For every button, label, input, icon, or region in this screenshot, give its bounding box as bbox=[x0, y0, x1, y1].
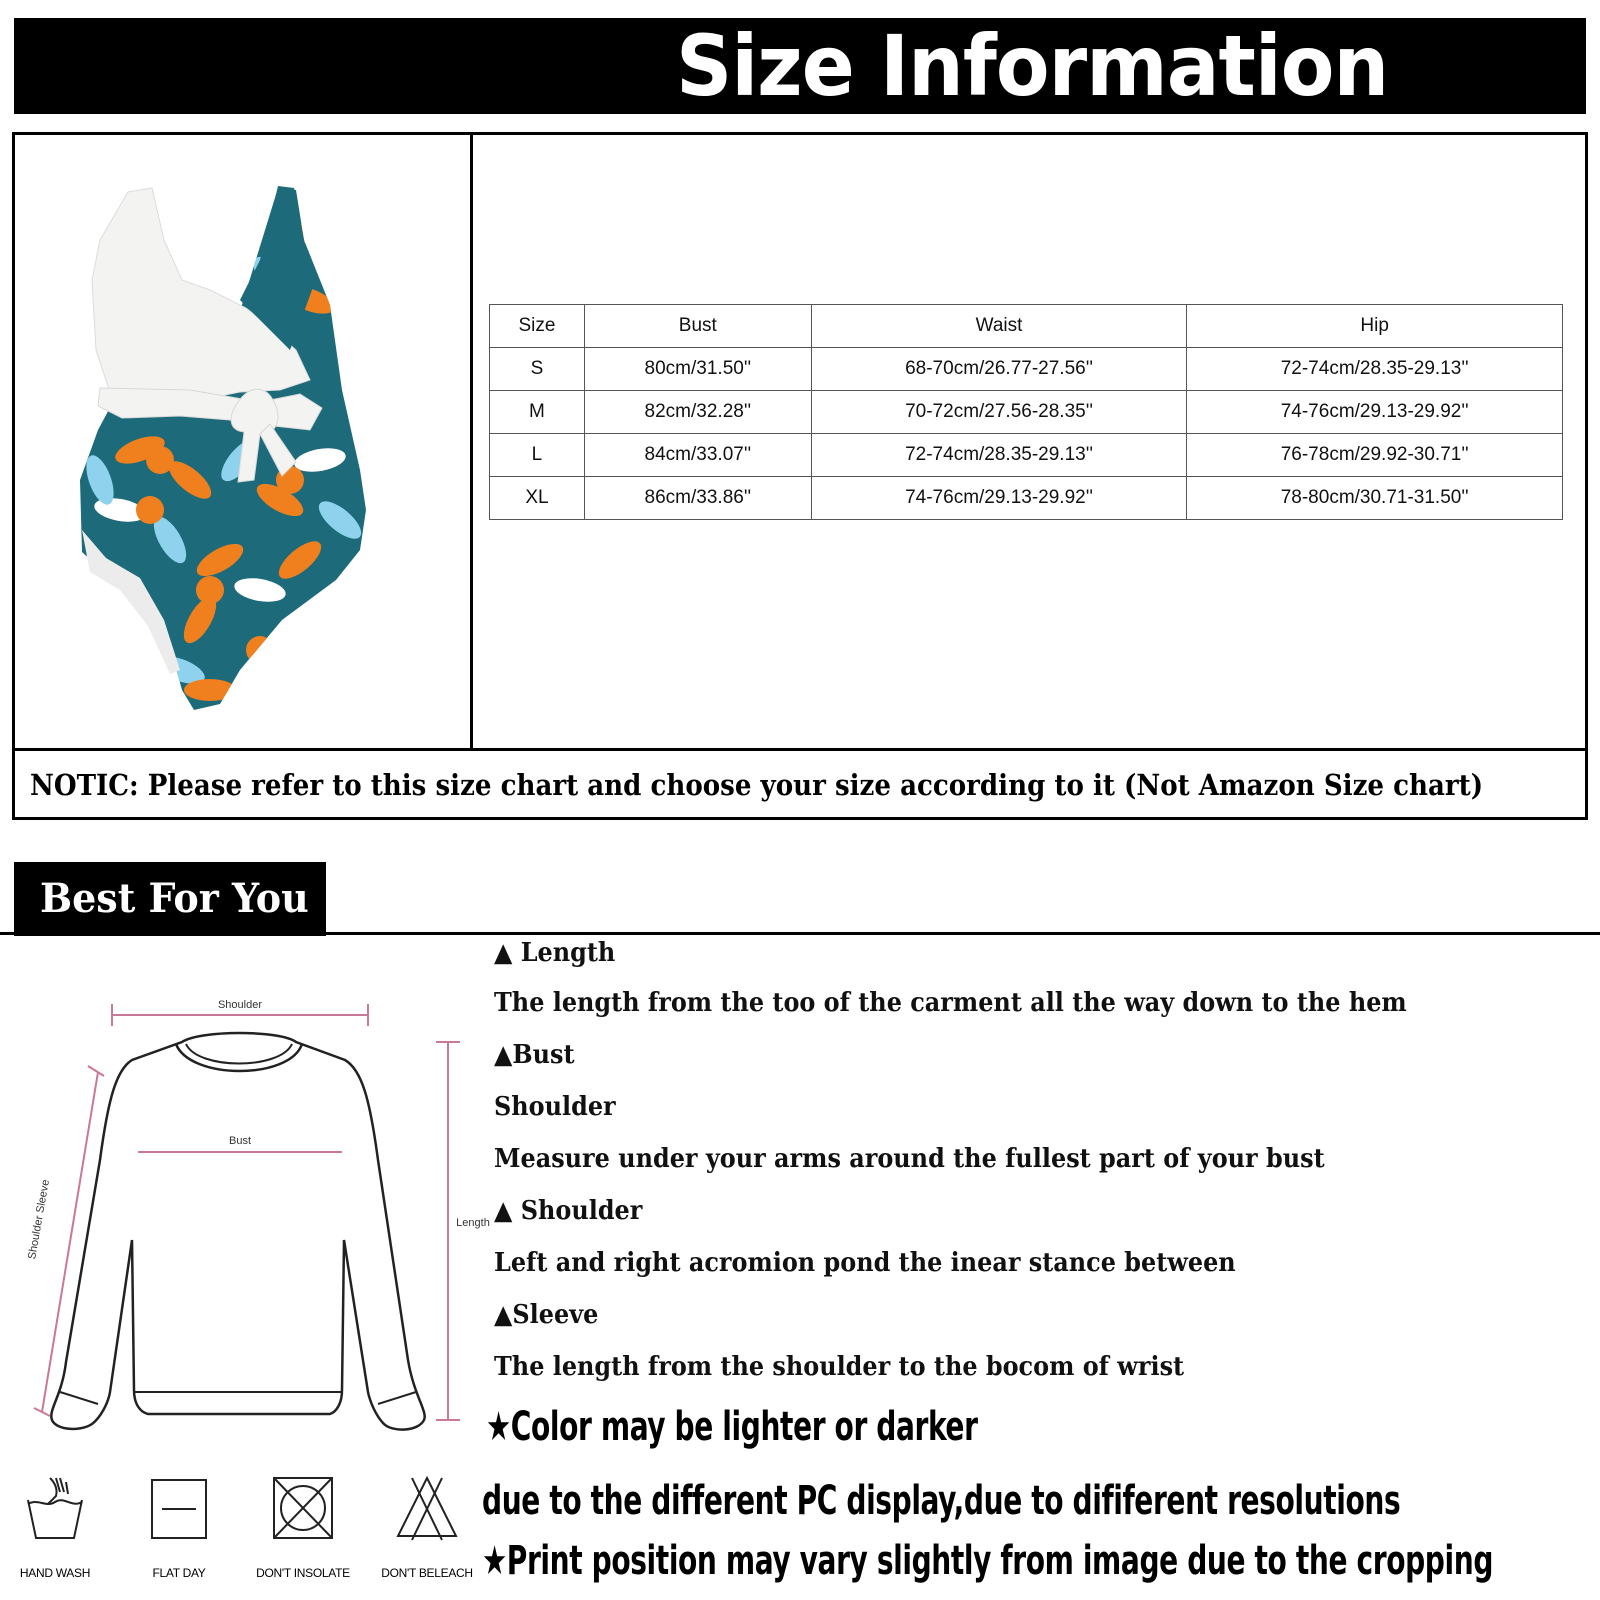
collar-line bbox=[176, 1044, 302, 1071]
sleeve-heading: ▲Sleeve bbox=[494, 1300, 599, 1330]
table-cell: 72-74cm/28.35-29.13'' bbox=[1187, 348, 1563, 391]
column-header: Hip bbox=[1187, 305, 1563, 348]
table-header-row bbox=[490, 305, 1563, 348]
table-cell: 74-76cm/29.13-29.92'' bbox=[811, 477, 1187, 520]
display-note: due to the different PC display,due to dififerent resolutions bbox=[482, 1478, 1401, 1524]
care-item bbox=[124, 1474, 234, 1580]
sleeve-description: The length from the shoulder to the bocom of wrist bbox=[494, 1352, 1185, 1382]
section-divider bbox=[0, 932, 1600, 935]
shoulder-label: Shoulder bbox=[217, 999, 263, 1011]
swimsuit-image bbox=[60, 180, 420, 720]
table-cell: 80cm/31.50'' bbox=[584, 348, 811, 391]
sweater-diagram bbox=[0, 980, 500, 1440]
hand-wash-icon bbox=[20, 1474, 90, 1544]
cuff-right bbox=[378, 1392, 416, 1404]
table-row bbox=[490, 391, 1563, 434]
section-title: Best For You bbox=[40, 875, 309, 922]
bust-description: Measure under your arms around the fullest part of your bust bbox=[494, 1144, 1325, 1174]
table-cell: 82cm/32.28'' bbox=[584, 391, 811, 434]
print-fruit bbox=[246, 636, 274, 664]
size-table bbox=[489, 304, 1563, 520]
print-note: ★Print position may vary slightly from image due to the cropping bbox=[482, 1538, 1494, 1584]
length-measure-line bbox=[436, 1042, 460, 1420]
bust-label: Bust bbox=[228, 1135, 252, 1147]
do-not-bleach-icon bbox=[392, 1474, 462, 1544]
print-fruit bbox=[196, 576, 224, 604]
length-label: Length bbox=[456, 1217, 490, 1229]
table-row bbox=[490, 477, 1563, 520]
table-cell: 84cm/33.07'' bbox=[584, 434, 811, 477]
column-header: Waist bbox=[811, 305, 1187, 348]
bust-subheading: Shoulder bbox=[494, 1092, 616, 1122]
column-header: Size bbox=[490, 305, 585, 348]
color-note: ★Color may be lighter or darker bbox=[486, 1404, 978, 1450]
length-description: The length from the too of the carment all the way down to the hem bbox=[494, 988, 1407, 1018]
care-label: DON'T BELEACH bbox=[381, 1566, 473, 1580]
table-cell: XL bbox=[490, 477, 585, 520]
print-fruit bbox=[136, 496, 164, 524]
cuff-left bbox=[60, 1392, 98, 1404]
care-label: DON'T INSOLATE bbox=[256, 1566, 350, 1580]
care-item bbox=[0, 1474, 110, 1580]
care-item bbox=[372, 1474, 482, 1580]
care-item bbox=[248, 1474, 358, 1580]
care-label: FLAT DAY bbox=[152, 1566, 206, 1580]
column-header: Bust bbox=[584, 305, 811, 348]
length-heading: ▲ Length bbox=[494, 938, 616, 968]
sweater-outline bbox=[51, 1033, 424, 1430]
table-cell: 76-78cm/29.92-30.71'' bbox=[1187, 434, 1563, 477]
bust-heading: ▲Bust bbox=[494, 1040, 575, 1070]
collar-inner bbox=[186, 1044, 292, 1064]
table-cell: 70-72cm/27.56-28.35'' bbox=[811, 391, 1187, 434]
table-cell: 72-74cm/28.35-29.13'' bbox=[811, 434, 1187, 477]
print-leaf bbox=[184, 679, 236, 701]
shoulder-description: Left and right acromion pond the inear stance between bbox=[494, 1248, 1236, 1278]
table-cell: L bbox=[490, 434, 585, 477]
print-fruit bbox=[146, 446, 174, 474]
sleeve-measure-line bbox=[34, 1066, 104, 1416]
table-cell: S bbox=[490, 348, 585, 391]
care-label: HAND WASH bbox=[19, 1566, 91, 1580]
sleeve-label: Shoulder Sleeve bbox=[26, 1178, 52, 1261]
table-cell: 68-70cm/26.77-27.56'' bbox=[811, 348, 1187, 391]
table-cell: 86cm/33.86'' bbox=[584, 477, 811, 520]
table-row bbox=[490, 348, 1563, 391]
table-row bbox=[490, 434, 1563, 477]
table-cell: M bbox=[490, 391, 585, 434]
panel-divider bbox=[470, 132, 473, 750]
table-cell: 74-76cm/29.13-29.92'' bbox=[1187, 391, 1563, 434]
size-notice: NOTIC: Please refer to this size chart and choose your size according to it (Not Amazon Size chart) bbox=[30, 768, 1484, 802]
do-not-tumble-icon bbox=[268, 1474, 338, 1544]
table-cell: 78-80cm/30.71-31.50'' bbox=[1187, 477, 1563, 520]
shoulder-heading: ▲ Shoulder bbox=[494, 1196, 643, 1226]
page-title: Size Information bbox=[676, 17, 1389, 115]
flat-dry-icon bbox=[144, 1474, 214, 1544]
